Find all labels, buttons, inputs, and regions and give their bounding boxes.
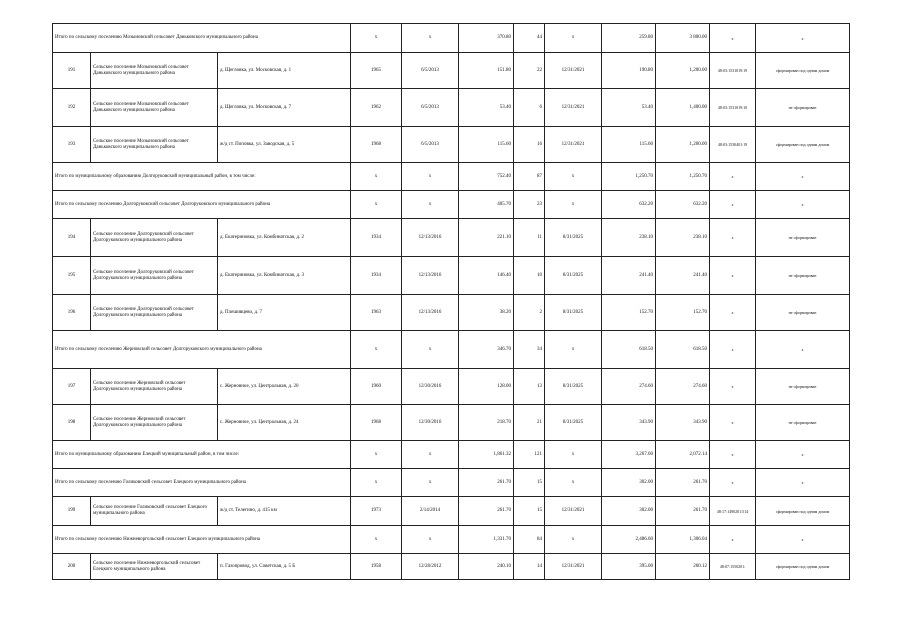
value-cell: 395.00 [602,554,656,580]
people-cell: 84 [514,526,545,554]
table-row [53,127,850,163]
people-cell: 22 [514,53,545,89]
row-number: 196 [53,295,91,331]
subtotal-row [53,469,850,497]
value-cell: 261.70 [656,469,710,497]
cadastral-cell: 48:03:1530401:19 [710,127,756,163]
status-cell: сформирован под одним домом [756,554,850,580]
area-cell: 218.70 [459,405,514,441]
status-cell: х [756,24,850,53]
plan-date-cell: 12/31/2021 [545,89,602,127]
row-number: 192 [53,89,91,127]
value-cell: 261.70 [656,497,710,526]
owner-cell: Сельское поселение Мозыновский сельсовет Даньковского муниципального района [91,127,218,163]
people-cell: 21 [514,405,545,441]
value-cell: 632.20 [602,191,656,219]
plan-date-cell: 12/31/2021 [545,497,602,526]
subtotal-row [53,331,850,369]
value-cell: 274.60 [602,369,656,405]
table-row [53,89,850,127]
date-cell: х [402,24,459,53]
area-cell: 261.70 [459,497,514,526]
value-cell: 343.90 [656,405,710,441]
subtotal-label: Итого по сельскому поселению Долгоруковский сельсовет Долгоруковского муниципального района [53,191,351,219]
value-cell: 1,250.70 [656,163,710,191]
value-cell: 1,200.00 [656,127,710,163]
people-cell: 121 [514,441,545,469]
status-cell: не сформирован [756,369,850,405]
status-cell: х [756,526,850,554]
value-cell: 3,267.60 [602,441,656,469]
date-cell: 12/28/2012 [402,554,459,580]
table-row [53,295,850,331]
cadastral-cell: х [710,24,756,53]
value-cell: 1,306.04 [656,526,710,554]
year-cell: х [351,163,402,191]
cadastral-cell: 48:17:1490201:514 [710,497,756,526]
value-cell: 152.70 [656,295,710,331]
year-cell: 1963 [351,295,402,331]
status-cell: сформирован под одним домом [756,53,850,89]
cadastral-cell: х [710,163,756,191]
status-cell: не сформирован [756,295,850,331]
table-row [53,369,850,405]
status-cell: не сформирован [756,219,850,257]
cadastral-cell: х [710,295,756,331]
value-cell: 152.70 [602,295,656,331]
cadastral-cell: х [710,191,756,219]
table-row [53,257,850,295]
area-cell: 38.20 [459,295,514,331]
housing-table [52,23,850,580]
value-cell: 1,400.00 [656,89,710,127]
plan-date-cell: х [545,469,602,497]
plan-date-cell: х [545,331,602,369]
value-cell: 302.00 [602,497,656,526]
value-cell: 302.00 [602,469,656,497]
area-cell: 261.70 [459,469,514,497]
subtotal-label: Итого по сельскому поселению Голиковский сельсовет Елецкого муниципального района [53,469,351,497]
people-cell: 16 [514,127,545,163]
area-cell: 370.80 [459,24,514,53]
row-number: 195 [53,257,91,295]
year-cell: х [351,191,402,219]
value-cell: 632.20 [656,191,710,219]
plan-date-cell: 8/31/2025 [545,219,602,257]
date-cell: 12/30/2016 [402,369,459,405]
status-cell: не сформирован [756,89,850,127]
owner-cell: Сельское поселение Жерновский сельсовет Долгоруковского муниципального района [91,405,218,441]
year-cell: 1973 [351,497,402,526]
table-row [53,53,850,89]
subtotal-label: Итого по сельскому поселению Нижневоргольский сельсовет Елецкого муниципального района [53,526,351,554]
address-cell: д. Щегловка, ул. Московская, д. 1 [218,53,351,89]
value-cell: 53.40 [602,89,656,127]
row-number: 199 [53,497,91,526]
plan-date-cell: 8/31/2025 [545,295,602,331]
people-cell: 34 [514,331,545,369]
subtotal-row [53,526,850,554]
cadastral-cell: х [710,405,756,441]
plan-date-cell: х [545,24,602,53]
owner-cell: Сельское поселение Мозыновский сельсовет Даньковского муниципального района [91,89,218,127]
status-cell: х [756,191,850,219]
value-cell: 238.10 [656,219,710,257]
value-cell: 259.80 [602,24,656,53]
value-cell: 3 800.00 [656,24,710,53]
value-cell: 2,072.14 [656,441,710,469]
year-cell: х [351,331,402,369]
status-cell: х [756,331,850,369]
people-cell: 87 [514,163,545,191]
address-cell: д. Екатериновка, ул. Комбинатская, д. 3 [218,257,351,295]
year-cell: х [351,441,402,469]
date-cell: 6/5/2013 [402,89,459,127]
plan-date-cell: 12/31/2021 [545,53,602,89]
area-cell: 1,861.32 [459,441,514,469]
area-cell: 405.70 [459,191,514,219]
subtotal-label: Итого по сельскому поселению Мозыновский сельсовет Даньковского муниципального района [53,24,351,53]
table-row [53,554,850,580]
address-cell: д. Щегловка, ул. Московская, д. 7 [218,89,351,127]
area-cell: 221.10 [459,219,514,257]
subtotal-label: Итого по сельскому поселению Жерновский сельсовет Долгоруковского муниципального района [53,331,351,369]
people-cell: 2 [514,295,545,331]
value-cell: 1,200.00 [656,53,710,89]
date-cell: 12/13/2016 [402,257,459,295]
cadastral-cell: 48:07:1550201: [710,554,756,580]
value-cell: 343.90 [602,405,656,441]
area-cell: 346.70 [459,331,514,369]
area-cell: 151.80 [459,53,514,89]
value-cell: 1,250.70 [602,163,656,191]
value-cell: 274.60 [656,369,710,405]
subtotal-row [53,24,850,53]
people-cell: 10 [514,257,545,295]
plan-date-cell: 8/31/2025 [545,369,602,405]
year-cell: х [351,24,402,53]
subtotal-label: Итого по муниципальному образованию Елецкий муниципальный район, в том числе: [53,441,351,469]
address-cell: ж/д ст. Телегино, д. 415 км [218,497,351,526]
date-cell: 12/13/2016 [402,295,459,331]
date-cell: 6/5/2013 [402,127,459,163]
row-number: 194 [53,219,91,257]
table-row [53,497,850,526]
address-cell: ж/д ст. Поповка, ул. Заводская, д. 5 [218,127,351,163]
cadastral-cell: х [710,469,756,497]
cadastral-cell: х [710,441,756,469]
value-cell: 238.10 [602,219,656,257]
people-cell: 11 [514,219,545,257]
year-cell: 1962 [351,89,402,127]
owner-cell: Сельское поселение Долгоруковский сельсовет Долгоруковского муниципального района [91,219,218,257]
status-cell: не сформирован [756,257,850,295]
row-number: 193 [53,127,91,163]
value-cell: 190.80 [602,53,656,89]
address-cell: д. Плешивцево, д. 7 [218,295,351,331]
area-cell: 146.40 [459,257,514,295]
subtotal-label: Итого по муниципальному образованию Долгоруковский муниципальный район, в том числе: [53,163,351,191]
area-cell: 240.10 [459,554,514,580]
plan-date-cell: 12/31/2021 [545,554,602,580]
year-cell: 1968 [351,127,402,163]
plan-date-cell: х [545,191,602,219]
date-cell: х [402,163,459,191]
cadastral-cell: х [710,257,756,295]
plan-date-cell: х [545,526,602,554]
address-cell: п. Газопровод, ул. Советская, д. 5 Б [218,554,351,580]
date-cell: 2/14/2014 [402,497,459,526]
date-cell: 12/13/2016 [402,219,459,257]
date-cell: х [402,469,459,497]
area-cell: 115.60 [459,127,514,163]
value-cell: 260.12 [656,554,710,580]
owner-cell: Сельское поселение Голиковский сельсовет Елецкого муниципального района [91,497,218,526]
subtotal-row [53,191,850,219]
year-cell: х [351,526,402,554]
status-cell: не сформирован [756,405,850,441]
people-cell: 23 [514,191,545,219]
address-cell: с. Жерновное, ул. Центральная, д. 24 [218,405,351,441]
cadastral-cell: х [710,219,756,257]
area-cell: 752.40 [459,163,514,191]
owner-cell: Сельское поселение Долгоруковский сельсовет Долгоруковского муниципального района [91,295,218,331]
year-cell: 1934 [351,219,402,257]
row-number: 198 [53,405,91,441]
status-cell: сформирован под одним домом [756,127,850,163]
plan-date-cell: 12/31/2021 [545,127,602,163]
status-cell: х [756,163,850,191]
people-cell: 15 [514,469,545,497]
address-cell: д. Екатериновка, ул. Комбинатская, д. 2 [218,219,351,257]
people-cell: 14 [514,554,545,580]
subtotal-row [53,163,850,191]
value-cell: 618.50 [602,331,656,369]
year-cell: 1958 [351,554,402,580]
year-cell: 1968 [351,405,402,441]
people-cell: 6 [514,89,545,127]
area-cell: 1,331.70 [459,526,514,554]
plan-date-cell: 8/31/2025 [545,405,602,441]
date-cell: х [402,441,459,469]
people-cell: 13 [514,369,545,405]
value-cell: 115.60 [602,127,656,163]
cadastral-cell: х [710,331,756,369]
row-number: 191 [53,53,91,89]
cadastral-cell: 48:03:1531019:19 [710,53,756,89]
date-cell: 6/5/2013 [402,53,459,89]
plan-date-cell: 8/31/2025 [545,257,602,295]
area-cell: 53.40 [459,89,514,127]
owner-cell: Сельское поселение Нижневоргольский сельсовет Елецкого муниципального района [91,554,218,580]
date-cell: 12/30/2016 [402,405,459,441]
address-cell: с. Жерновное, ул. Центральная, д. 20 [218,369,351,405]
year-cell: х [351,469,402,497]
status-cell: х [756,441,850,469]
year-cell: 1965 [351,53,402,89]
plan-date-cell: х [545,441,602,469]
value-cell: 2,486.60 [602,526,656,554]
row-number: 197 [53,369,91,405]
cadastral-cell: 48:03:1531019:10 [710,89,756,127]
row-number: 200 [53,554,91,580]
area-cell: 128.00 [459,369,514,405]
status-cell: сформирован под одним домом [756,497,850,526]
table-row [53,219,850,257]
year-cell: 1934 [351,257,402,295]
table-row [53,405,850,441]
status-cell: х [756,469,850,497]
table-body [53,24,850,580]
value-cell: 241.40 [656,257,710,295]
people-cell: 44 [514,24,545,53]
date-cell: х [402,526,459,554]
owner-cell: Сельское поселение Жерновский сельсовет Долгоруковского муниципального района [91,369,218,405]
date-cell: х [402,331,459,369]
value-cell: 241.40 [602,257,656,295]
date-cell: х [402,191,459,219]
year-cell: 1960 [351,369,402,405]
owner-cell: Сельское поселение Мозыновский сельсовет Даньковского муниципального района [91,53,218,89]
people-cell: 15 [514,497,545,526]
cadastral-cell: х [710,526,756,554]
plan-date-cell: х [545,163,602,191]
subtotal-row [53,441,850,469]
owner-cell: Сельское поселение Долгоруковский сельсовет Долгоруковского муниципального района [91,257,218,295]
value-cell: 618.50 [656,331,710,369]
cadastral-cell: х [710,369,756,405]
